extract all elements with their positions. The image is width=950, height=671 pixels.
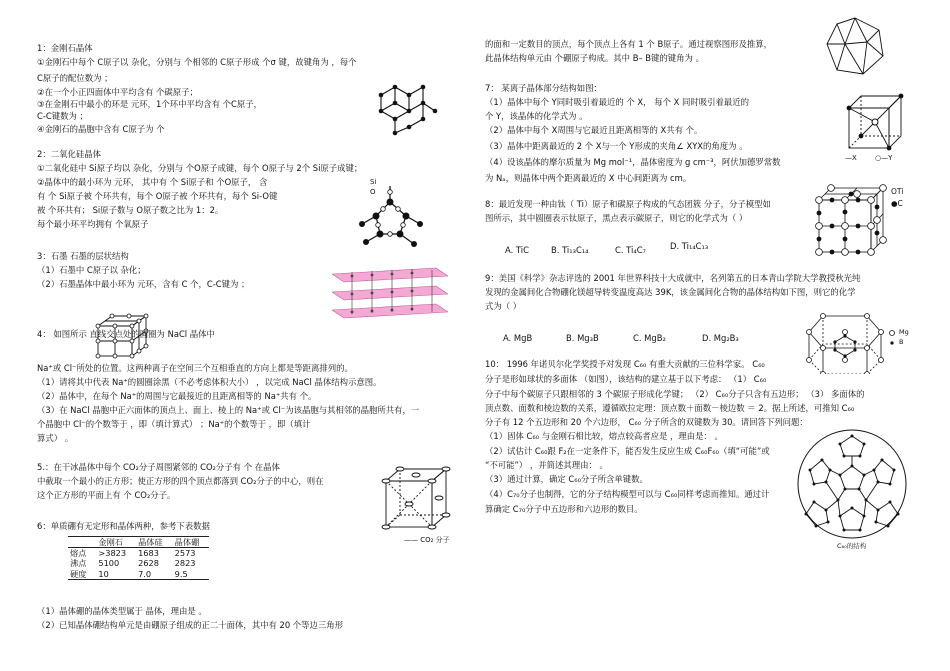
table-cell: 熔点 xyxy=(70,548,87,559)
q8-line: 图所示，其中圆圈表示钛原子，黑点表示碳原子，则它的化学式为（ ） xyxy=(485,213,748,223)
table-header: 金刚石 xyxy=(96,537,136,548)
legend-c: ●C xyxy=(891,199,903,208)
dry-ice-structure-figure xyxy=(380,463,452,537)
q6-line: （1）晶体硼的晶体类型属于 晶体，理由是 。 xyxy=(37,606,207,616)
q2-line: ②晶体中的最小环为 元环， 其中有 个 Si原子和 个O原子， 含 xyxy=(37,177,268,187)
q9-line: 式为（ ） xyxy=(485,301,522,311)
boron-property-table xyxy=(68,536,209,580)
q4-line: 算式） 。 xyxy=(37,433,74,443)
q9-option[interactable]: C. MgB₂ xyxy=(633,333,666,343)
q1-line: C-C键数为 ； xyxy=(37,111,88,121)
q9-line: 发现的金属间化合物硼化镁超导转变温度高达 39K，该金属间化合物的晶体结构如下图，则它的化学 xyxy=(485,287,856,297)
q2-line: 被 个环共有； Si原子数与 O原子数之比为 1：2。 xyxy=(37,205,224,215)
q10-line: “不可能”） ，并简述其理由： 。 xyxy=(485,460,608,470)
legend-y: ○—Y xyxy=(875,154,893,162)
q10-line: 10： 1996 年诺贝尔化学奖授予对发现 C₆₀ 有重大贡献的三位科学家。 C₆₀ xyxy=(485,359,765,369)
q10-line: 分子是形如球状的多面体 （如图），该结构的建立基于以下考虑： （1） C₆₀ xyxy=(485,374,767,384)
q7-line: 7： 某离子晶体部分结构如图： xyxy=(485,83,602,93)
q4-line: Na⁺或 Cl⁻所处的位置。这两种离子在空间三个互相垂直的方向上都是等距离排列的。 xyxy=(37,363,353,373)
q1-line: ①金刚石中每个 C原子以 杂化，分别与 个相邻的 C原子形成 个σ 键，故键角为 ，每个 xyxy=(37,57,357,67)
table-header xyxy=(68,537,96,548)
q2-title: 2：二氧化硅晶体 xyxy=(37,149,101,159)
q8-option[interactable]: C. Ti₄C₇ xyxy=(615,245,646,255)
legend-x: —X xyxy=(845,154,857,162)
q1-title: 1：金刚石晶体 xyxy=(37,43,93,53)
q10-line: （3）通过计算，确定 C₆₀分子所含单键数。 xyxy=(485,474,648,484)
table-cell: >3823 xyxy=(98,548,127,559)
q9-line: 9：美国《科学》杂志评选的 2001 年世界科技十大成就中，名列第五的日本青山学院大学教授秋光纯 xyxy=(485,273,861,283)
table-cell: 7.0 xyxy=(136,569,173,580)
q4-line: （1）请将其中代表 Na⁺的圆圈涂黑（不必考虑体积大小） ，以完成 NaCl 晶体结构示意图。 xyxy=(37,377,382,387)
q7-line: （3）晶体中距离最近的 2 个 X与一个 Y形成的夹角∠ XYX的角度为 。 xyxy=(485,141,748,151)
q6-line: （2）已知晶体硼结构单元是由硼原子组成的正二十面体，其中有 20 个等边三角形 xyxy=(37,620,344,630)
legend-b: B xyxy=(899,338,904,346)
q8-line: 8：最近发现一种由钛（ Ti）原子和碳原子构成的气态团簇 分子，分子模型如 xyxy=(485,199,771,209)
q3-line: （2）石墨晶体中最小环为 元环，含有 C 个，C-C键为 ； xyxy=(37,279,250,289)
q8-option[interactable]: A. TiC xyxy=(505,245,529,255)
titanium-carbide-cluster-figure xyxy=(815,184,887,260)
q4-line: 4： 如图所示 直线交点处的圆圈为 NaCl 晶体中 xyxy=(37,329,215,339)
q5-line: 这个正方形的平面上有 个 CO₂分子。 xyxy=(37,490,176,500)
q5-line: 5.：在干冰晶体中每个 CO₂分子周围紧邻的 CO₂分子有 个 在晶体 xyxy=(37,462,280,472)
o-label: O xyxy=(370,188,376,196)
table-cell: 9.5 xyxy=(173,569,210,580)
q8-option[interactable]: B. Ti₁₃C₁₄ xyxy=(551,245,589,255)
q9-option[interactable]: D. Mg₂B₃ xyxy=(702,333,739,343)
q3-title: 3：石墨 石墨的层状结构 xyxy=(37,251,129,261)
table-row xyxy=(68,548,209,559)
q1-line: ③在金刚石中最小的环是 元环，1个环中平均含有 个C原子， xyxy=(37,99,263,109)
q5-line: 中截取一个最小的正方形；使正方形的四个顶点都落到 CO₂分子的中心，则在 xyxy=(37,476,324,486)
q3-line: （1）石墨中 C原子以 杂化； xyxy=(37,265,146,275)
q7-line: （2）晶体中每个 X周围与它最近且距离相等的 X共有 个。 xyxy=(485,125,703,135)
table-cell: 硬度 xyxy=(68,569,96,580)
mg-b-legend-marks xyxy=(888,328,898,348)
q10-line: （4）C₇₀分子也制得，它的分子结构模型可以与 C₆₀同样考虑而推知。通过计 xyxy=(485,489,770,499)
legend-ti: OTi xyxy=(891,187,904,196)
q6-continued-line: 此晶体结构单元由 个硼原子构成。其中 B– B键的键角为 。 xyxy=(485,53,704,63)
q1-line: ④金刚石的晶胞中含有 C原子为 个 xyxy=(37,124,165,134)
q2-line: ①二氧化硅中 Si原子均以 杂化，分别与 个O原子成键，每个 O原子与 2个 Si原子成键； xyxy=(37,163,363,173)
table-header: 晶体硼 xyxy=(173,537,210,548)
table-cell: 2823 xyxy=(174,558,196,569)
q10-line: （1）固体 C₆₀ 与金刚石相比较，熔点较高者应是 ，理由是： 。 xyxy=(485,431,723,441)
table-cell: 5100 xyxy=(98,558,120,569)
table-cell: 10 xyxy=(96,569,136,580)
q7-line: 个 Y，该晶体的化学式为 。 xyxy=(485,111,588,121)
legend-mg: Mg xyxy=(899,328,909,336)
table-cell: 2628 xyxy=(138,558,159,569)
q4-line: （3）在 NaCl 晶胞中正六面体的顶点上、面上、棱上的 Na⁺或 Cl⁻为该晶胞与其相邻的晶胞所共有，一 xyxy=(37,405,420,415)
c60-caption: C₆₀的结构 xyxy=(837,542,867,550)
q7-line: 为 Nₐ，则晶体中两个距离最近的 X 中心间距离为 cm。 xyxy=(485,173,692,183)
c60-structure-figure xyxy=(794,426,910,542)
q10-line: 算确定 C₇₀分子中五边形和六边形的数目。 xyxy=(485,504,643,514)
q10-line: 分子有 12 个五边形和 20 个六边形， C₆₀ 分子所含的双键数为 30。请回答下列问题： xyxy=(485,417,808,427)
q7-line: （1）晶体中每个 Y同时吸引着最近的 个 X， 每个 X 同时吸引着最近的 xyxy=(485,97,750,107)
icosahedron-figure xyxy=(823,14,887,78)
q10-line: 分子中每个碳原子只跟相邻的 3 个碳原子形成化学键； （2） C₆₀分子只含有五边形； （3） 多面体的 xyxy=(485,389,865,399)
table-header: 晶体硅 xyxy=(136,537,173,548)
table-row xyxy=(68,569,209,580)
diamond-structure-figure xyxy=(373,75,443,139)
table-cell: 沸点 xyxy=(70,558,87,569)
q4-line: （2）晶体中，在每个 Na⁺的周围与它最接近的且距离相等的 Na⁺共有 个。 xyxy=(37,391,317,401)
table-row xyxy=(68,558,209,568)
q9-option[interactable]: A. MgB xyxy=(503,333,533,343)
table-cell: 1683 xyxy=(138,548,159,559)
q6-continued-line: 的面和一定数目的顶点，每个顶点上各有 1 个 B原子。通过视察图形及推算， xyxy=(485,39,773,49)
silica-structure-figure xyxy=(350,172,426,254)
q8-option[interactable]: D. Ti₁₄C₁₃ xyxy=(670,241,709,251)
q2-line: 每个最小环平均拥有 个氧原子 xyxy=(37,219,149,229)
q7-line: （4）设该晶体的摩尔质量为 Mg mol⁻¹，晶体密度为 g cm⁻³，阿伏加德罗常数 xyxy=(485,157,781,167)
q10-line: 顶点数、面数和棱边数的关系，遵循欧拉定理：顶点数＋面数－棱边数 ＝ 2。据上所述，可推知 C₆₀ xyxy=(485,403,855,413)
q10-line: （2）试估计 C₆₀跟 F₂在一定条件下，能否发生反应生成 C₆₀F₆₀（填“可能”或 xyxy=(485,446,770,456)
ionic-crystal-figure xyxy=(845,92,905,152)
magnesium-boride-figure xyxy=(805,304,885,374)
q2-line: 有 个 Si原子被 个环共有，每个 O原子被 个环共有，每个 Si-O键 xyxy=(37,191,278,201)
graphite-layers-figure xyxy=(332,262,448,322)
q4-line: 个晶胞中 Cl⁻的个数等于 ，即（填计算式） ；Na⁺的个数等于 ，即（填计 xyxy=(37,419,311,429)
si-label: Si xyxy=(370,178,377,186)
q1-line: ②在一个小正四面体中平均含有 个碳原子； xyxy=(37,87,198,97)
right-column xyxy=(475,0,950,671)
q1-line: C原子的配位数为 ； xyxy=(37,73,113,83)
q9-option[interactable]: B. Mg₃B xyxy=(566,333,599,343)
table-cell: 2573 xyxy=(174,548,196,559)
q6-title: 6：单质硼有无定形和晶体两种，参考下表数据 xyxy=(37,521,210,531)
dry-ice-caption: —— CO₂ 分子 xyxy=(404,536,450,544)
